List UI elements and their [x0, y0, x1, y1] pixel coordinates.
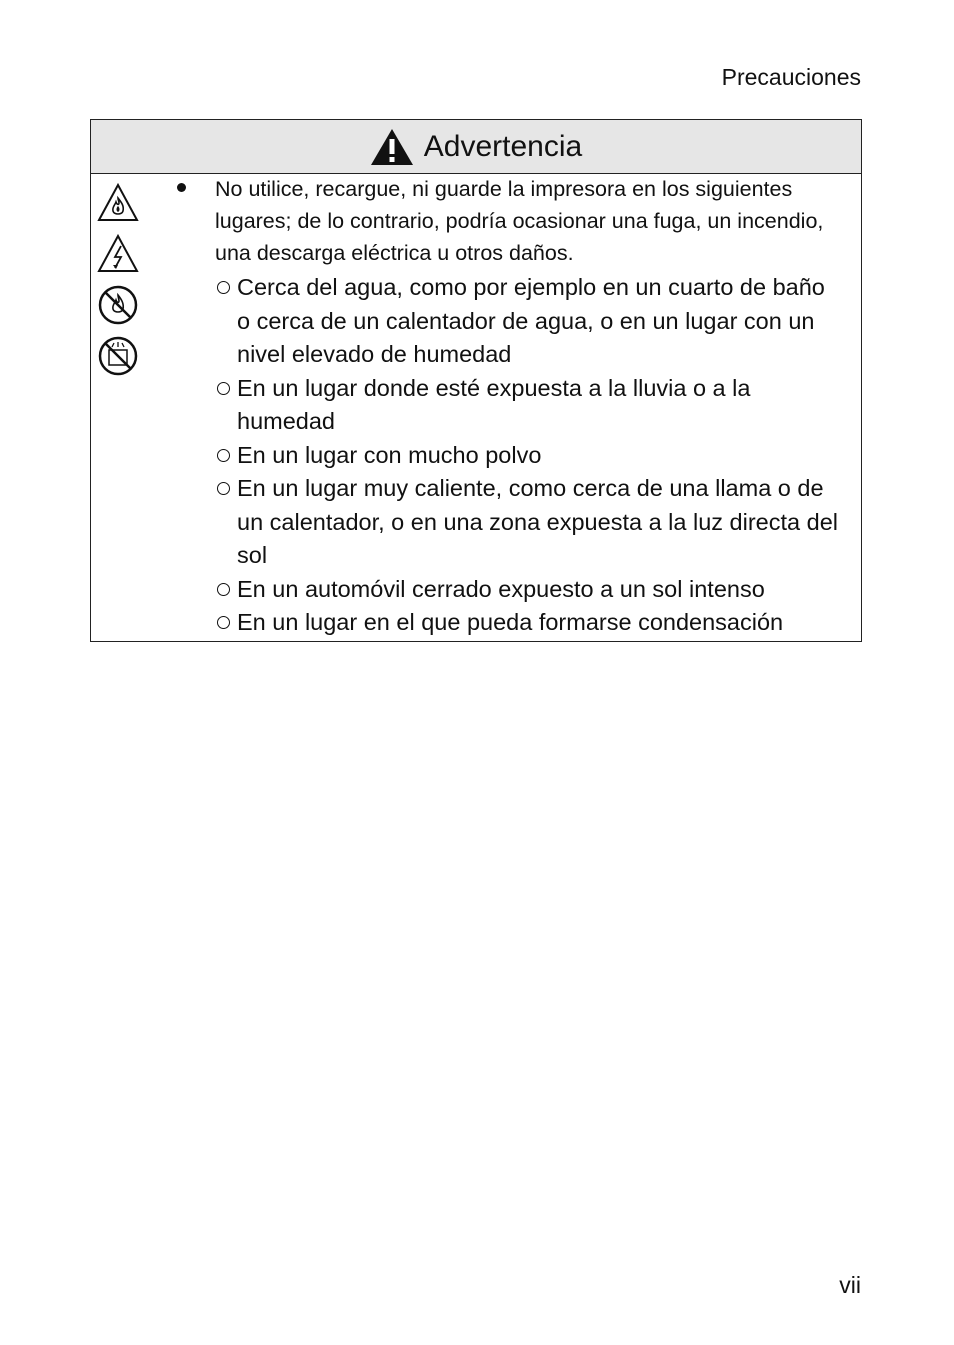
list-item [215, 472, 839, 573]
list-item [215, 372, 839, 439]
list-item-text: En un lugar en el que pueda formarse condensación [237, 609, 784, 635]
circle-bullet-icon [217, 281, 230, 294]
circle-bullet-icon [217, 482, 230, 495]
list-item-text: En un lugar con mucho polvo [237, 441, 542, 468]
warning-header [91, 120, 861, 174]
list-item [215, 573, 839, 607]
warning-box [90, 119, 862, 642]
electric-shock-icon [97, 233, 139, 275]
warning-item [179, 174, 839, 640]
list-item [215, 439, 839, 473]
warning-main-text: No utilice, recargue, ni guarde la impresora en los siguientes lugares; de lo contrario, podría ocasionar una fuga, un incendio, una descarga eléctrica u otros daños. [215, 177, 824, 265]
fire-warning-icon [97, 182, 139, 224]
bullet-dot-icon [177, 183, 186, 192]
circle-bullet-icon [217, 449, 230, 462]
circle-bullet-icon [217, 616, 230, 629]
running-header: Precauciones [721, 64, 861, 90]
circle-bullet-icon [217, 382, 230, 395]
list-item [215, 606, 839, 640]
list-item [215, 271, 839, 372]
location-list [215, 271, 839, 640]
circle-bullet-icon [217, 583, 230, 596]
no-water-icon [97, 335, 139, 377]
list-item-text: En un automóvil cerrado expuesto a un sol intenso [237, 575, 765, 602]
no-fire-icon [97, 284, 139, 326]
warning-body [91, 174, 861, 641]
list-item-text: En un lugar muy caliente, como cerca de una llama o de un calentador, o en una zona expuesta a la luz directa del sol [237, 475, 838, 568]
page-number: vii [839, 1272, 861, 1298]
symbol-column [97, 182, 141, 386]
warning-triangle-icon [370, 128, 414, 166]
list-item-text: Cerca del agua, como por ejemplo en un cuarto de baño o cerca de un calentador de agua, o en un lugar con un nivel elevado de humedad [237, 274, 825, 367]
warning-title: Advertencia [423, 129, 583, 163]
list-item-text: En un lugar donde esté expuesta a la lluvia o a la humedad [237, 374, 751, 434]
